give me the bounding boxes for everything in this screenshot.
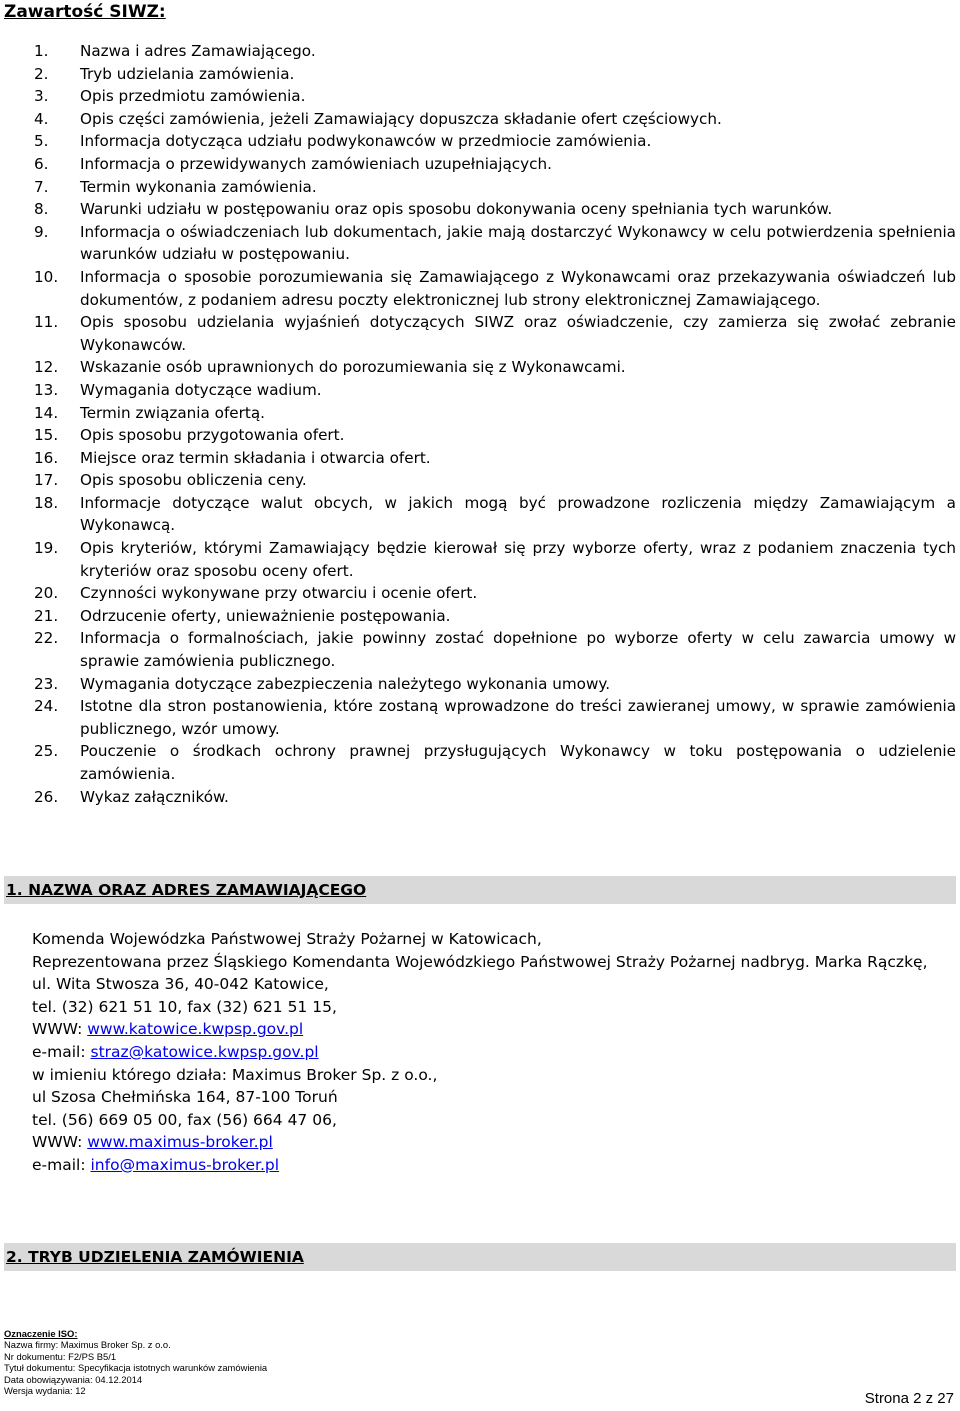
iso-label: Oznaczenie ISO: xyxy=(4,1328,78,1339)
address-line: tel. (56) 669 05 00, fax (56) 664 47 06, xyxy=(32,1110,337,1129)
toc-item xyxy=(34,266,956,311)
toc-item xyxy=(34,108,956,131)
toc-item xyxy=(34,356,956,379)
table-of-contents xyxy=(34,40,956,808)
toc-item-text: Opis sposobu przygotowania ofert. xyxy=(80,426,345,445)
toc-item-text: Miejsce oraz termin składania i otwarcia ofert. xyxy=(80,448,431,467)
toc-item-text: Odrzucenie oferty, unieważnienie postępowania. xyxy=(80,606,451,625)
toc-item-number: 17. xyxy=(34,471,59,490)
footer-line: Tytuł dokumentu: Specyfikacja istotnych warunków zamówienia xyxy=(4,1362,268,1374)
address-line: w imieniu którego działa: Maximus Broker Sp. z o.o., xyxy=(32,1065,438,1084)
toc-item-number: 13. xyxy=(34,380,59,399)
toc-item-number: 24. xyxy=(34,697,59,716)
iso-footer xyxy=(4,1328,267,1396)
toc-item-number: 25. xyxy=(34,742,59,761)
toc-item xyxy=(34,198,956,221)
toc-item-number: 4. xyxy=(34,109,49,128)
toc-item-text: Informacja o przewidywanych zamówieniach uzupełniających. xyxy=(80,154,552,173)
toc-item-text: Opis kryteriów, którymi Zamawiający będzie kierował się przy wyborze oferty, wraz z podaniem znaczenia tych kryteriów oraz sposobu oceny ofert. xyxy=(80,539,956,580)
toc-item-text: Termin związania ofertą. xyxy=(80,403,265,422)
toc-item-number: 21. xyxy=(34,606,59,625)
toc-item xyxy=(34,379,956,402)
toc-item xyxy=(34,221,956,266)
section-1-heading-text: 1. NAZWA ORAZ ADRES ZAMAWIAJĄCEGO xyxy=(6,881,367,899)
toc-item-text: Informacje dotyczące walut obcych, w jakich mogą być prowadzone rozliczenia między Zamawiającym a Wykonawcą. xyxy=(80,493,956,535)
contracting-authority-address xyxy=(32,928,954,1177)
toc-item-text: Wymagania dotyczące zabezpieczenia należytego wykonania umowy. xyxy=(80,674,611,693)
address-line: ul Szosa Chełmińska 164, 87-100 Toruń xyxy=(32,1088,338,1107)
toc-item-number: 18. xyxy=(34,493,59,512)
toc-item-number: 16. xyxy=(34,448,59,467)
www2-link[interactable]: www.maximus-broker.pl xyxy=(87,1133,273,1152)
toc-item xyxy=(34,311,956,356)
toc-item-number: 15. xyxy=(34,426,59,445)
toc-item-text: Tryb udzielania zamówienia. xyxy=(80,64,295,83)
toc-item-text: Czynności wykonywane przy otwarciu i ocenie ofert. xyxy=(80,584,478,603)
toc-item xyxy=(34,424,956,447)
toc-item-number: 6. xyxy=(34,154,49,173)
toc-item-text: Wymagania dotyczące wadium. xyxy=(80,380,322,399)
toc-item-text: Opis sposobu udzielania wyjaśnień dotyczących SIWZ oraz oświadczenie, czy zamierza się zwołać zebranie Wykonawców. xyxy=(80,313,956,354)
toc-item-text: Opis przedmiotu zamówienia. xyxy=(80,87,306,106)
section-1-heading xyxy=(4,876,956,904)
toc-item xyxy=(34,537,956,582)
toc-item-number: 2. xyxy=(34,64,49,83)
toc-item-number: 14. xyxy=(34,403,59,422)
footer-line: Data obowiązywania: 04.12.2014 xyxy=(4,1373,143,1385)
www-label: WWW: xyxy=(32,1020,88,1039)
toc-item-number: 23. xyxy=(34,674,59,693)
toc-item xyxy=(34,40,956,63)
footer-line: Wersja wydania: 12 xyxy=(4,1385,86,1397)
section-2-heading-text: 2. TRYB UDZIELENIA ZAMÓWIENIA xyxy=(6,1248,304,1266)
toc-item xyxy=(34,85,956,108)
toc-item xyxy=(34,786,956,809)
toc-item-number: 11. xyxy=(34,313,59,332)
toc-item-text: Nazwa i adres Zamawiającego. xyxy=(80,42,316,60)
toc-item xyxy=(34,402,956,425)
page-title: Zawartość SIWZ: xyxy=(4,2,166,22)
address-line: Komenda Wojewódzka Państwowej Straży Pożarnej w Katowicach, xyxy=(32,930,542,948)
toc-item xyxy=(34,740,956,785)
toc-item-text: Istotne dla stron postanowienia, które zostaną wprowadzone do treści zawieranej umowy, w sprawie zamówienia publicznego, wzór umowy. xyxy=(80,697,956,738)
page-number: Strona 2 z 27 xyxy=(864,1390,954,1407)
toc-item-text: Wykaz załączników. xyxy=(80,787,229,806)
toc-item-text: Wskazanie osób uprawnionych do porozumiewania się z Wykonawcami. xyxy=(80,358,626,377)
toc-item-number: 5. xyxy=(34,132,49,151)
toc-item-text: Pouczenie o środkach ochrony prawnej przysługujących Wykonawcy w toku postępowania o udzielenie zamówienia. xyxy=(80,742,956,783)
toc-item xyxy=(34,176,956,199)
email-line xyxy=(32,1041,954,1064)
address-line: tel. (32) 621 51 10, fax (32) 621 51 15, xyxy=(32,997,337,1016)
toc-item-number: 3. xyxy=(34,87,49,106)
toc-item-text: Informacja dotycząca udziału podwykonawców w przedmiocie zamówienia. xyxy=(80,132,652,151)
toc-item-number: 22. xyxy=(34,629,59,648)
toc-item xyxy=(34,130,956,153)
toc-item-number: 19. xyxy=(34,539,59,558)
toc-item xyxy=(34,63,956,86)
toc-item-number: 1. xyxy=(34,42,49,60)
toc-item xyxy=(34,695,956,740)
toc-item xyxy=(34,153,956,176)
footer-line: Nazwa firmy: Maximus Broker Sp. z o.o. xyxy=(4,1339,171,1351)
www2-label: WWW: xyxy=(32,1133,88,1152)
toc-item xyxy=(34,627,956,672)
toc-item-number: 12. xyxy=(34,358,59,377)
toc-item-text: Opis sposobu obliczenia ceny. xyxy=(80,471,307,490)
toc-item xyxy=(34,492,956,537)
email2-link[interactable]: info@maximus-broker.pl xyxy=(90,1155,280,1174)
toc-item-number: 20. xyxy=(34,584,59,603)
toc-item-text: Opis części zamówienia, jeżeli Zamawiający dopuszcza składanie ofert częściowych. xyxy=(80,109,722,128)
toc-item xyxy=(34,469,956,492)
toc-item-number: 9. xyxy=(34,222,49,241)
address-line: Reprezentowana przez Śląskiego Komendanta Wojewódzkiego Państwowej Straży Pożarnej nadbryg. Marka Rączkę, xyxy=(32,952,928,971)
toc-item-number: 10. xyxy=(34,267,59,286)
toc-item xyxy=(34,447,956,470)
www2-line xyxy=(32,1131,954,1154)
email-label: e-mail: xyxy=(32,1042,91,1061)
address-line: ul. Wita Stwosza 36, 40-042 Katowice, xyxy=(32,975,329,994)
toc-item xyxy=(34,673,956,696)
toc-item-text: Informacja o formalnościach, jakie powinny zostać dopełnione po wyborze oferty w celu zawarcia umowy w sprawie zamówienia publicznego. xyxy=(80,629,956,671)
www-line xyxy=(32,1018,954,1041)
toc-item-text: Termin wykonania zamówienia. xyxy=(80,177,317,196)
email2-line xyxy=(32,1154,954,1177)
toc-item-text: Informacja o sposobie porozumiewania się Zamawiającego z Wykonawcami oraz przekazywania oświadczeń lub dokumentów, z podaniem adresu poczty elektronicznej lub strony elektronicznej Zamawiającego. xyxy=(80,267,956,309)
toc-item-text: Informacja o oświadczeniach lub dokumentach, jakie mają dostarczyć Wykonawcy w celu potwierdzenia spełnienia warunków udziału w postępowaniu. xyxy=(80,222,956,264)
email2-label: e-mail: xyxy=(32,1155,91,1174)
toc-item xyxy=(34,605,956,628)
toc-item-number: 8. xyxy=(34,200,49,219)
email-link[interactable]: straz@katowice.kwpsp.gov.pl xyxy=(90,1042,319,1061)
toc-item-number: 26. xyxy=(34,787,59,806)
toc-item-text: Warunki udziału w postępowaniu oraz opis sposobu dokonywania oceny spełniania tych warunków. xyxy=(80,200,833,219)
toc-item-number: 7. xyxy=(34,177,49,196)
section-2-heading xyxy=(4,1243,956,1271)
www-link[interactable]: www.katowice.kwpsp.gov.pl xyxy=(87,1020,304,1039)
toc-item xyxy=(34,582,956,605)
footer-line: Nr dokumentu: F2/PS B5/1 xyxy=(4,1350,117,1362)
